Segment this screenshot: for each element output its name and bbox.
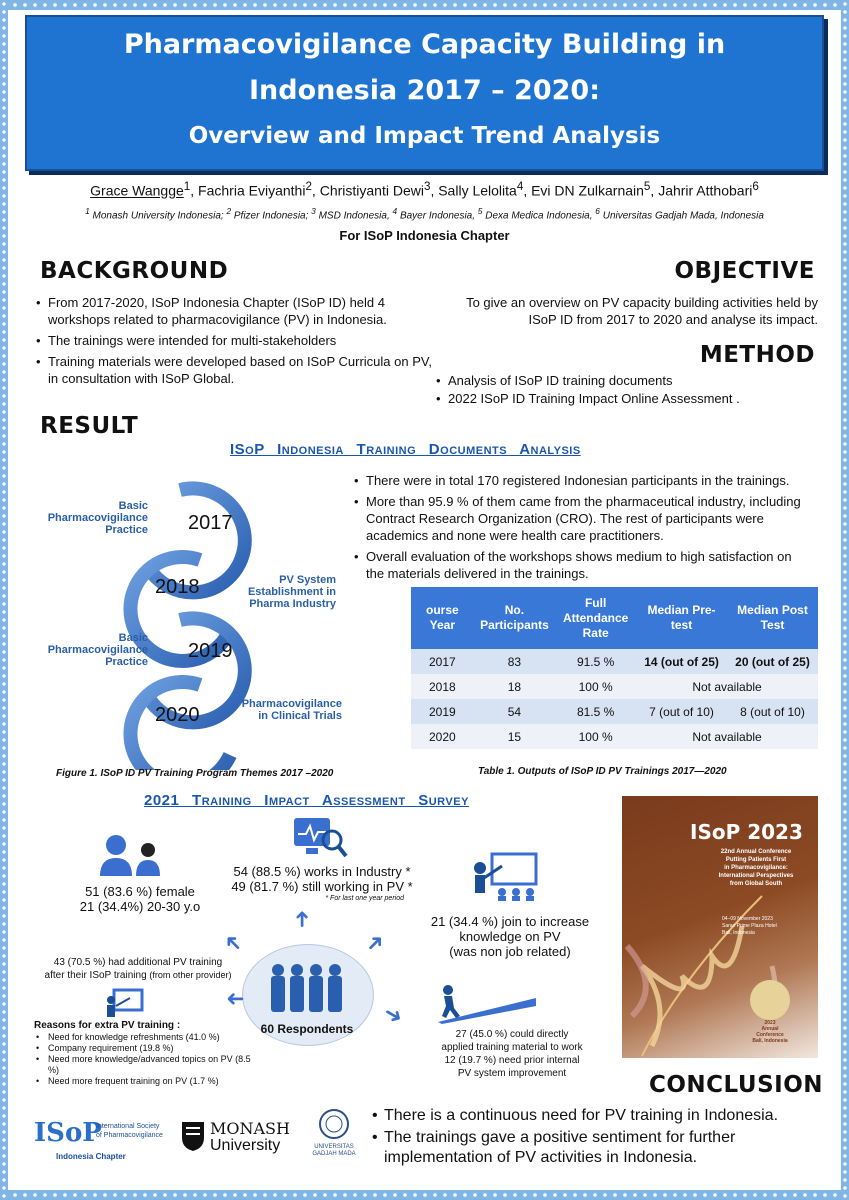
timeline-year: 2020 (155, 704, 200, 726)
conference-badge-text (738, 1020, 802, 1044)
table-cell: 14 (out of 25) (636, 649, 727, 674)
reasons-list (34, 1032, 254, 1087)
training-icon (104, 988, 144, 1018)
affil-name: Pfizer Indonesia; (233, 210, 309, 222)
survey-age: 21 (34.4%) 20-30 y.o (79, 899, 201, 914)
arrow-icon: ➜ (217, 927, 249, 959)
method-item: • 2022 ISoP ID Training Impact Online Assessment . (434, 390, 824, 408)
survey-applied-3: 12 (19.7 %) need prior internal (444, 1055, 580, 1066)
monitor-search-icon (292, 814, 348, 860)
conference-venue: Bali, Indonesia (722, 930, 755, 936)
author-name: Evi DN Zulkarnain (531, 182, 644, 199)
conference-badge-icon (750, 980, 790, 1020)
background-item: • From 2017-2020, ISoP Indonesia Chapter (ISoP ID) held 4 workshops related to pharmacovigilance (PV) in Indonesia. (34, 294, 434, 328)
author-sup: 4 (516, 180, 524, 193)
survey-center: 60 Respondents (260, 1022, 354, 1036)
survey-industry-2: 49 (81.7 %) still working in PV * (231, 879, 413, 894)
climbing-icon (432, 984, 542, 1024)
figure-caption: Figure 1. ISoP ID PV Training Program Themes 2017 –2020 (56, 768, 334, 779)
affiliations (0, 206, 849, 221)
survey-industry-1: 54 (88.5 %) works in Industry * (233, 864, 411, 879)
background-item: • Training materials were developed based on ISoP Curricula on PV, in consultation with ISoP Global. (34, 353, 434, 387)
conference-line: International Perspectives (718, 873, 794, 879)
author-list: Grace Wangge$^1$, Fachria Eviyanthi$^2$, Christiyanti Dewi$^3$, Sally Lelolita$^4$, Evi DN Zulkarnain$^5$, Jahrir Atthobari$^6$ (90, 180, 759, 199)
monash-name: MONASH (210, 1119, 290, 1138)
title-banner (25, 15, 824, 171)
table-header: No. Participants (474, 587, 556, 649)
survey-industry (222, 864, 422, 903)
table-header: Median Post Test (727, 587, 818, 649)
badge-line: 2023 (764, 1020, 776, 1026)
survey-additional (28, 956, 248, 982)
table-row (411, 724, 818, 749)
author-name: Grace Wangge (90, 182, 184, 199)
presentation-icon (470, 852, 540, 902)
survey-applied-1: 27 (45.0 %) could directly (455, 1029, 569, 1040)
timeline-theme: PV System Establishment in Pharma Industry (247, 574, 336, 610)
isop-logo (34, 1110, 169, 1170)
survey-applied (412, 1028, 612, 1080)
table-cell: Not available (636, 674, 818, 699)
affil-name: Bayer Indonesia, (399, 210, 476, 222)
affil-sup: 5 (477, 206, 483, 216)
affil-name: MSD Indonesia, (318, 210, 390, 222)
result-subtitle: ISoP Indonesia Training Documents Analysis (230, 441, 581, 458)
people-icon (96, 832, 166, 876)
affil-name: Dexa Medica Indonesia, (485, 210, 593, 222)
survey-additional-2: after their ISoP training (44, 970, 147, 981)
reason-item: • Need more knowledge/advanced topics on PV (8.5 %) (34, 1054, 254, 1076)
survey-female: 51 (83.6 %) female (85, 884, 195, 899)
author-sup: 6 (752, 180, 759, 193)
table-caption: Table 1. Outputs of ISoP ID PV Trainings 2017—2020 (478, 766, 727, 777)
isop-name-line: of Pharmacovigilance (96, 1132, 163, 1139)
timeline-theme: Basic Pharmacovigilance Practice (47, 500, 148, 536)
conference-line: Putting Patients First (725, 857, 787, 863)
timeline-year: 2018 (155, 576, 200, 598)
table-cell: 7 (out of 10) (636, 699, 727, 724)
conclusion-heading: CONCLUSION (649, 1072, 823, 1098)
affil-name: Monash University Indonesia; (92, 210, 224, 222)
survey-applied-4: PV system improvement (457, 1068, 567, 1079)
conference-poster (622, 796, 818, 1058)
timeline-year: 2019 (188, 640, 233, 662)
monash-crest-icon (180, 1120, 206, 1152)
badge-line: Annual (761, 1026, 779, 1032)
monash-logo (210, 1120, 290, 1154)
result-item: • Overall evaluation of the workshops shows medium to high satisfaction on the materials delivered in the trainings. (352, 548, 812, 582)
survey-additional-1: 43 (70.5 %) had additional PV training (53, 957, 223, 968)
table-cell: 100 % (555, 674, 636, 699)
method-item: • Analysis of ISoP ID training documents (434, 372, 824, 390)
survey-applied-2: applied training material to work (441, 1042, 583, 1053)
survey-join-1: 21 (34.4 %) join to increase (430, 914, 590, 929)
table-header: Median Pre-test (636, 587, 727, 649)
method-heading: METHOD (699, 342, 815, 368)
reason-item: • Company requirement (19.8 %) (34, 1043, 254, 1054)
timeline-year: 2017 (188, 512, 233, 534)
survey-industry-note: * For last one year period (325, 895, 404, 902)
top-border (0, 0, 849, 10)
survey-title: 2021 Training Impact Assessment Survey (144, 792, 469, 809)
chapter-label: For ISoP Indonesia Chapter (339, 228, 510, 243)
table-cell: 91.5 % (555, 649, 636, 674)
title-line-1: Pharmacovigilance Capacity Building in (123, 29, 726, 60)
table-header: Full Attendance Rate (555, 587, 636, 649)
affil-sup: 4 (392, 206, 398, 216)
timeline-theme: Pharmacovigilance in Clinical Trials (241, 698, 342, 722)
table-cell: 2020 (411, 724, 474, 749)
table-cell: 8 (out of 10) (727, 699, 818, 724)
title-line-3: Overview and Impact Trend Analysis (188, 123, 661, 149)
survey-additional-3: (from other provider) (149, 970, 232, 980)
conference-line: 22nd Annual Conference (720, 849, 792, 855)
table-cell: 81.5 % (555, 699, 636, 724)
table-cell: 18 (474, 674, 556, 699)
arrow-icon: ➜ (379, 999, 408, 1031)
timeline-theme: Basic Pharmacovigilance Practice (47, 632, 148, 668)
survey-gender (50, 884, 230, 914)
table-row (411, 674, 818, 699)
author-name: Fachria Eviyanthi (198, 182, 306, 199)
reason-item: • Need for knowledge refreshments (41.0 %) (34, 1032, 254, 1043)
table-cell: 2017 (411, 649, 474, 674)
table-header-row (411, 587, 818, 649)
author-sup: 5 (643, 180, 651, 193)
conference-title: ISoP 2023 (690, 820, 803, 844)
conclusion-list (370, 1106, 818, 1168)
method-list (434, 372, 824, 408)
ugm-name-line: UNIVERSITAS (314, 1144, 354, 1150)
isop-name-line: International Society (96, 1123, 160, 1130)
result-list (352, 472, 812, 582)
table-cell: 20 (out of 25) (727, 649, 818, 674)
objective-heading: OBJECTIVE (674, 258, 815, 284)
result-item: • More than 95.9 % of them came from the pharmaceutical industry, including Contract Research Organization (CRO). The rest of participants were academics and none were health care practitioners. (352, 493, 812, 544)
monash-sub: University (210, 1137, 281, 1154)
result-item: • There were in total 170 registered Indonesian participants in the trainings. (352, 472, 812, 489)
background-item: • The trainings were intended for multi-stakeholders (34, 332, 434, 349)
reason-item: • Need more frequent training on PV (1.7 %) (34, 1076, 254, 1087)
survey-join (410, 914, 610, 959)
table-cell: 15 (474, 724, 556, 749)
table-header: ourse Year (411, 587, 474, 649)
isop-chapter: Indonesia Chapter (56, 1152, 126, 1161)
affil-sup: 6 (595, 206, 600, 216)
conclusion-item: • The trainings gave a positive sentiment for further implementation of PV activities in Indonesia. (370, 1128, 818, 1168)
ugm-seal-icon (318, 1108, 350, 1140)
conference-line: from Global South (729, 881, 783, 887)
author-name: Christiyanti Dewi (319, 182, 424, 199)
conference-subtitle (700, 848, 812, 888)
table-cell: 2019 (411, 699, 474, 724)
ugm-logo (300, 1144, 368, 1158)
arrow-icon: ➜ (226, 987, 245, 1012)
survey-join-2: knowledge on PV (459, 929, 561, 944)
result-heading: RESULT (40, 413, 139, 439)
survey-reasons (34, 1020, 254, 1087)
isop-name (96, 1122, 163, 1140)
affil-sup: 2 (226, 206, 232, 216)
results-table (411, 587, 818, 749)
isop-mark: ISoP (34, 1118, 102, 1148)
arrow-icon: ➜ (359, 927, 391, 959)
author-name: Jahrir Atthobari (658, 182, 753, 199)
author-sup: 3 (423, 180, 431, 193)
author-sup: 1 (183, 180, 191, 193)
reasons-title: Reasons for extra PV training : (34, 1020, 181, 1031)
conference-venue: Sanur Prime Plaza Hotel (722, 923, 777, 929)
conference-details (722, 916, 777, 937)
background-list (34, 294, 434, 387)
table-cell: 54 (474, 699, 556, 724)
badge-line: Conference (756, 1032, 784, 1038)
background-heading: BACKGROUND (40, 258, 229, 284)
table-row (411, 649, 818, 674)
conference-line: in Pharmacovigilance: (724, 865, 788, 871)
affil-name: Universitas Gadjah Mada, Indonesia (602, 210, 764, 222)
group-icon (266, 962, 348, 1014)
table-cell: Not available (636, 724, 818, 749)
conference-dates: 04–09 November 2023 (722, 916, 773, 922)
table-cell: 100 % (555, 724, 636, 749)
table-cell: 2018 (411, 674, 474, 699)
survey-join-3: (was non job related) (449, 944, 571, 959)
arrow-icon: ➜ (289, 909, 315, 929)
conclusion-item: • There is a continuous need for PV training in Indonesia. (370, 1106, 818, 1126)
affil-sup: 3 (311, 206, 316, 216)
badge-line: Bali, Indonesia (752, 1038, 788, 1044)
table-cell: 83 (474, 649, 556, 674)
title-line-2: Indonesia 2017 – 2020: (248, 75, 600, 106)
table-row (411, 699, 818, 724)
ugm-name-line: GADJAH MADA (312, 1151, 356, 1157)
author-sup: 2 (305, 180, 312, 193)
affil-sup: 1 (85, 206, 90, 216)
author-name: Sally Lelolita (438, 182, 517, 199)
objective-text: To give an overview on PV capacity building activities held by ISoP ID from 2017 to 2020 and analyse its impact. (466, 295, 818, 327)
bottom-border (0, 1190, 849, 1200)
